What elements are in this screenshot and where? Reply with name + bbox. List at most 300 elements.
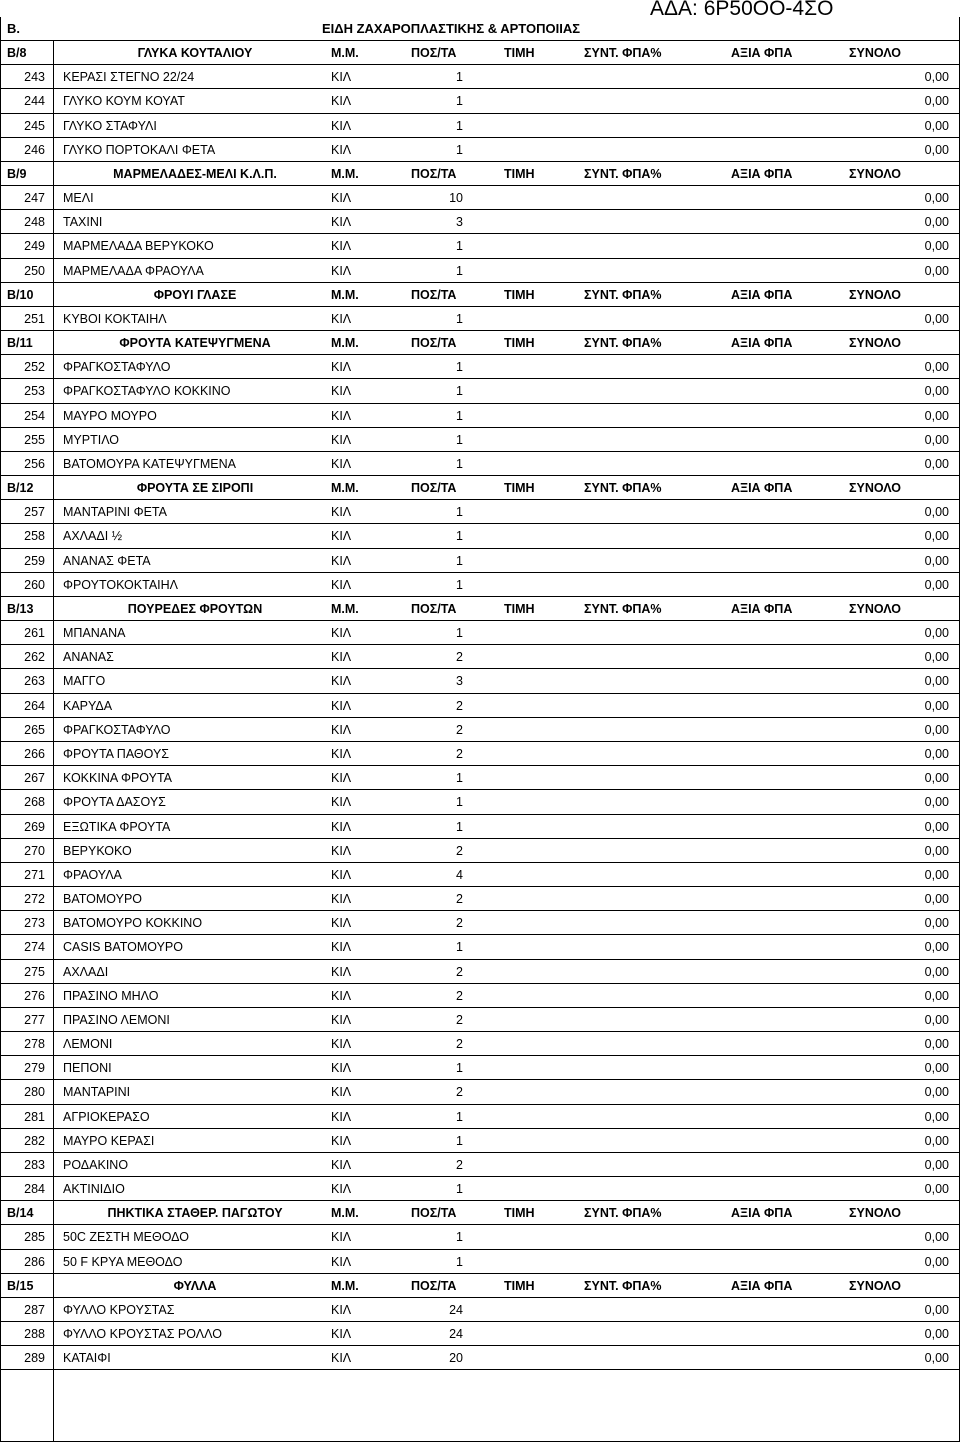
- column-header-vat-amount: ΑΞΙΑ ΦΠΑ: [731, 1278, 793, 1293]
- item-quantity: 24: [449, 1302, 463, 1317]
- item-quantity: 2: [456, 650, 463, 665]
- table-body: [1, 41, 959, 1370]
- item-number: 253: [24, 384, 45, 399]
- item-total: 0,00: [924, 1182, 949, 1197]
- item-number: 250: [24, 263, 45, 278]
- column-header-unit: Μ.Μ.: [331, 336, 359, 351]
- item-total: 0,00: [924, 626, 949, 641]
- item-total: 0,00: [924, 529, 949, 544]
- column-header-qty: ΠΟΣ/ΤΑ: [411, 1206, 457, 1221]
- column-header-unit: Μ.Μ.: [331, 601, 359, 616]
- item-unit: ΚΙΛ: [331, 940, 352, 955]
- column-header-vat-amount: ΑΞΙΑ ΦΠΑ: [731, 601, 793, 616]
- table-row: [1, 379, 959, 403]
- item-total: 0,00: [924, 360, 949, 375]
- item-total: 0,00: [924, 1351, 949, 1366]
- item-number: 262: [24, 650, 45, 665]
- item-description: ΜΑΝΤΑΡΙΝΙ ΦΕΤΑ: [63, 505, 167, 520]
- table-row: [1, 65, 959, 89]
- item-unit: ΚΙΛ: [331, 456, 352, 471]
- item-number: 281: [24, 1109, 45, 1124]
- column-header-vat-amount: ΑΞΙΑ ΦΠΑ: [731, 166, 793, 181]
- table-row: [1, 452, 959, 476]
- item-quantity: 1: [456, 529, 463, 544]
- group-header-row: [1, 41, 959, 65]
- item-number: 264: [24, 698, 45, 713]
- item-unit: ΚΙΛ: [331, 795, 352, 810]
- column-header-vat-rate: ΣΥΝΤ. ΦΠΑ%: [584, 287, 662, 302]
- group-title: ΦΥΛΛΑ: [173, 1278, 217, 1293]
- table-row: [1, 355, 959, 379]
- item-total: 0,00: [924, 118, 949, 133]
- table-row: [1, 1032, 959, 1056]
- item-description: ΓΛΥΚΟ ΚΟΥΜ ΚΟΥΑΤ: [63, 94, 185, 109]
- item-description: ΑΧΛΑΔΙ: [63, 964, 109, 979]
- item-number: 248: [24, 215, 45, 230]
- group-header-row: [1, 1274, 959, 1298]
- group-title: ΦΡΟΥΤΑ ΣΕ ΣΙΡΟΠΙ: [136, 481, 254, 496]
- item-total: 0,00: [924, 964, 949, 979]
- section-title-row: [1, 17, 959, 41]
- group-code: B/15: [7, 1278, 34, 1293]
- item-number: 249: [24, 239, 45, 254]
- item-number: 279: [24, 1061, 45, 1076]
- item-number: 284: [24, 1182, 45, 1197]
- item-total: 0,00: [924, 1302, 949, 1317]
- column-header-vat-amount: ΑΞΙΑ ΦΠΑ: [731, 336, 793, 351]
- item-unit: ΚΙΛ: [331, 1182, 352, 1197]
- column-header-vat-amount: ΑΞΙΑ ΦΠΑ: [731, 46, 793, 60]
- item-number: 272: [24, 892, 45, 907]
- item-number: 285: [24, 1230, 45, 1245]
- item-description: ΦΡΟΥΤΑ ΠΑΘΟΥΣ: [63, 746, 170, 761]
- ada-code: ΑΔΑ: 6Ρ50ΟΟ-4ΣΟ: [650, 0, 834, 20]
- column-header-unit: Μ.Μ.: [331, 1278, 359, 1293]
- group-title: ΦΡΟΥΙ ΓΛΑΣΕ: [153, 287, 237, 302]
- column-header-price: ΤΙΜΗ: [504, 1206, 535, 1221]
- column-header-vat-rate: ΣΥΝΤ. ΦΠΑ%: [584, 1206, 662, 1221]
- item-total: 0,00: [924, 1012, 949, 1027]
- column-header-price: ΤΙΜΗ: [504, 601, 535, 616]
- item-quantity: 1: [456, 795, 463, 810]
- item-description: ΦΥΛΛΟ ΚΡΟΥΣΤΑΣ: [63, 1302, 175, 1317]
- column-header-total: ΣΥΝΟΛΟ: [849, 287, 901, 302]
- item-quantity: 2: [456, 964, 463, 979]
- group-code: B/8: [7, 46, 27, 60]
- item-unit: ΚΙΛ: [331, 1085, 352, 1100]
- item-unit: ΚΙΛ: [331, 577, 352, 592]
- item-total: 0,00: [924, 1133, 949, 1148]
- item-description: 50C ΖΕΣΤΗ ΜΕΘΟΔΟ: [63, 1230, 189, 1245]
- table-row: [1, 645, 959, 669]
- item-unit: ΚΙΛ: [331, 1109, 352, 1124]
- item-number: 259: [24, 553, 45, 568]
- column-header-total: ΣΥΝΟΛΟ: [849, 46, 901, 60]
- column-header-vat-rate: ΣΥΝΤ. ΦΠΑ%: [584, 166, 662, 181]
- item-description: ΒΑΤΟΜΟΥΡΟ: [63, 892, 143, 907]
- item-unit: ΚΙΛ: [331, 360, 352, 375]
- item-quantity: 1: [456, 1061, 463, 1076]
- column-header-total: ΣΥΝΟΛΟ: [849, 481, 901, 496]
- table-row: [1, 234, 959, 258]
- table-row: [1, 984, 959, 1008]
- item-number: 288: [24, 1327, 45, 1342]
- item-total: 0,00: [924, 384, 949, 399]
- item-total: 0,00: [924, 553, 949, 568]
- table-row: [1, 114, 959, 138]
- item-unit: ΚΙΛ: [331, 191, 352, 206]
- item-quantity: 1: [456, 94, 463, 109]
- item-unit: ΚΙΛ: [331, 142, 352, 157]
- item-total: 0,00: [924, 1085, 949, 1100]
- item-quantity: 2: [456, 892, 463, 907]
- item-number: 256: [24, 456, 45, 471]
- item-quantity: 20: [449, 1351, 463, 1366]
- column-header-vat-amount: ΑΞΙΑ ΦΠΑ: [731, 481, 793, 496]
- item-unit: ΚΙΛ: [331, 408, 352, 423]
- item-description: ΚΟΚΚΙΝΑ ΦΡΟΥΤΑ: [63, 771, 172, 786]
- column-header-unit: Μ.Μ.: [331, 1206, 359, 1221]
- item-total: 0,00: [924, 1254, 949, 1269]
- table-row: [1, 863, 959, 887]
- item-unit: ΚΙΛ: [331, 94, 352, 109]
- item-quantity: 1: [456, 1109, 463, 1124]
- item-number: 245: [24, 118, 45, 133]
- item-unit: ΚΙΛ: [331, 215, 352, 230]
- item-description: ΕΞΩΤΙΚΑ ΦΡΟΥΤΑ: [63, 819, 171, 834]
- item-unit: ΚΙΛ: [331, 674, 352, 689]
- item-total: 0,00: [924, 771, 949, 786]
- table-row: [1, 404, 959, 428]
- item-quantity: 2: [456, 1085, 463, 1100]
- item-total: 0,00: [924, 1061, 949, 1076]
- item-quantity: 3: [456, 215, 463, 230]
- item-description: ΦΥΛΛΟ ΚΡΟΥΣΤΑΣ ΡΟΛΛΟ: [63, 1327, 222, 1342]
- item-quantity: 2: [456, 988, 463, 1003]
- table-row: [1, 549, 959, 573]
- column-header-vat-rate: ΣΥΝΤ. ΦΠΑ%: [584, 1278, 662, 1293]
- group-code: B/12: [7, 481, 34, 496]
- item-description: ΜΥΡΤΙΛΟ: [63, 432, 120, 447]
- item-number: 280: [24, 1085, 45, 1100]
- item-quantity: 1: [456, 70, 463, 85]
- item-number: 266: [24, 746, 45, 761]
- item-number: 257: [24, 505, 45, 520]
- item-quantity: 1: [456, 456, 463, 471]
- item-description: ΦΡΑΓΚΟΣΤΑΦΥΛΟ: [63, 722, 171, 737]
- item-total: 0,00: [924, 577, 949, 592]
- item-unit: ΚΙΛ: [331, 916, 352, 931]
- item-total: 0,00: [924, 432, 949, 447]
- item-description: ΓΛΥΚΟ ΣΤΑΦΥΛΙ: [63, 118, 157, 133]
- column-header-vat-amount: ΑΞΙΑ ΦΠΑ: [731, 1206, 793, 1221]
- item-description: ΚΕΡΑΣΙ ΣΤΕΓΝΟ 22/24: [63, 70, 195, 85]
- table-row: [1, 742, 959, 766]
- item-unit: ΚΙΛ: [331, 553, 352, 568]
- item-description: ΑΧΛΑΔΙ ½: [63, 529, 123, 544]
- item-description: ΠΡΑΣΙΝΟ ΛΕΜΟΝΙ: [63, 1012, 170, 1027]
- table-row: [1, 1105, 959, 1129]
- table-row: [1, 428, 959, 452]
- table-row: [1, 839, 959, 863]
- column-header-unit: Μ.Μ.: [331, 481, 359, 496]
- column-header-vat-rate: ΣΥΝΤ. ΦΠΑ%: [584, 481, 662, 496]
- group-code: B/13: [7, 601, 34, 616]
- column-header-vat-rate: ΣΥΝΤ. ΦΠΑ%: [584, 336, 662, 351]
- item-total: 0,00: [924, 698, 949, 713]
- item-total: 0,00: [924, 940, 949, 955]
- item-quantity: 1: [456, 626, 463, 641]
- table-row: [1, 210, 959, 234]
- table-row: [1, 524, 959, 548]
- item-description: 50 F ΚΡΥΑ ΜΕΘΟΔΟ: [63, 1254, 183, 1269]
- item-description: ΚΑΡΥΔΑ: [63, 698, 113, 713]
- column-header-qty: ΠΟΣ/ΤΑ: [411, 601, 457, 616]
- item-total: 0,00: [924, 819, 949, 834]
- item-unit: ΚΙΛ: [331, 311, 352, 326]
- item-total: 0,00: [924, 1157, 949, 1172]
- item-number: 287: [24, 1302, 45, 1317]
- item-description: ΡΟΔΑΚΙΝΟ: [63, 1157, 129, 1172]
- item-description: ΤΑΧΙΝΙ: [63, 215, 103, 230]
- table-row: [1, 718, 959, 742]
- group-code: B/9: [7, 166, 27, 181]
- item-number: 274: [24, 940, 45, 955]
- column-header-total: ΣΥΝΟΛΟ: [849, 1278, 901, 1293]
- item-unit: ΚΙΛ: [331, 843, 352, 858]
- item-number: 258: [24, 529, 45, 544]
- table-row: [1, 186, 959, 210]
- item-total: 0,00: [924, 70, 949, 85]
- column-header-price: ΤΙΜΗ: [504, 336, 535, 351]
- table-row: [1, 1080, 959, 1104]
- item-quantity: 1: [456, 577, 463, 592]
- item-quantity: 10: [449, 191, 463, 206]
- item-number: 261: [24, 626, 45, 641]
- item-quantity: 1: [456, 118, 463, 133]
- item-number: 251: [24, 311, 45, 326]
- item-total: 0,00: [924, 892, 949, 907]
- item-quantity: 1: [456, 1133, 463, 1148]
- item-total: 0,00: [924, 1230, 949, 1245]
- item-quantity: 2: [456, 698, 463, 713]
- item-quantity: 1: [456, 263, 463, 278]
- item-unit: ΚΙΛ: [331, 432, 352, 447]
- table-row: [1, 694, 959, 718]
- table-row: [1, 138, 959, 162]
- column-header-total: ΣΥΝΟΛΟ: [849, 336, 901, 351]
- column-header-price: ΤΙΜΗ: [504, 481, 535, 496]
- item-quantity: 1: [456, 771, 463, 786]
- table-row: [1, 669, 959, 693]
- group-title: ΠΗΚΤΙΚΑ ΣΤΑΘΕΡ. ΠΑΓΩΤΟΥ: [107, 1206, 283, 1221]
- table-row: [1, 1056, 959, 1080]
- item-quantity: 1: [456, 384, 463, 399]
- item-quantity: 1: [456, 819, 463, 834]
- table-row: [1, 573, 959, 597]
- group-header-row: [1, 476, 959, 500]
- item-number: 247: [24, 191, 45, 206]
- item-number: 243: [24, 70, 45, 85]
- column-header-vat-amount: ΑΞΙΑ ΦΠΑ: [731, 287, 793, 302]
- column-header-price: ΤΙΜΗ: [504, 287, 535, 302]
- item-unit: ΚΙΛ: [331, 384, 352, 399]
- item-number: 282: [24, 1133, 45, 1148]
- item-description: ΓΛΥΚΟ ΠΟΡΤΟΚΑΛΙ ΦΕΤΑ: [63, 142, 216, 157]
- item-description: ΦΡΟΥΤΟΚΟΚΤΑΙΗΛ: [63, 577, 179, 592]
- column-header-price: ΤΙΜΗ: [504, 1278, 535, 1293]
- item-number: 275: [24, 964, 45, 979]
- item-quantity: 1: [456, 1182, 463, 1197]
- item-quantity: 2: [456, 1012, 463, 1027]
- item-description: ΜΑΓΓΟ: [63, 674, 106, 689]
- item-total: 0,00: [924, 239, 949, 254]
- item-unit: ΚΙΛ: [331, 819, 352, 834]
- column-header-qty: ΠΟΣ/ΤΑ: [411, 1278, 457, 1293]
- item-description: ΦΡΑΟΥΛΑ: [63, 867, 122, 882]
- item-description: ΒΑΤΟΜΟΥΡΑ ΚΑΤΕΨΥΓΜΕΝΑ: [63, 456, 236, 471]
- item-quantity: 1: [456, 311, 463, 326]
- item-description: ΛΕΜΟΝΙ: [63, 1037, 113, 1052]
- column-header-vat-rate: ΣΥΝΤ. ΦΠΑ%: [584, 601, 662, 616]
- item-description: ΜΑΥΡΟ ΚΕΡΑΣΙ: [63, 1133, 155, 1148]
- item-description: ΜΑΝΤΑΡΙΝΙ: [63, 1085, 131, 1100]
- table-row: [1, 1322, 959, 1346]
- table-row: [1, 500, 959, 524]
- item-description: ΦΡΑΓΚΟΣΤΑΦΥΛΟ ΚΟΚΚΙΝΟ: [63, 384, 231, 399]
- item-number: 252: [24, 360, 45, 375]
- item-total: 0,00: [924, 1037, 949, 1052]
- item-description: ΚΥΒΟΙ ΚΟΚΤΑΙΗΛ: [63, 311, 167, 326]
- item-description: ΠΕΠΟΝΙ: [63, 1061, 112, 1076]
- column-header-qty: ΠΟΣ/ΤΑ: [411, 481, 457, 496]
- item-unit: ΚΙΛ: [331, 70, 352, 85]
- table-row: [1, 89, 959, 113]
- item-quantity: 1: [456, 432, 463, 447]
- item-total: 0,00: [924, 674, 949, 689]
- column-header-total: ΣΥΝΟΛΟ: [849, 166, 901, 181]
- item-quantity: 2: [456, 916, 463, 931]
- item-unit: ΚΙΛ: [331, 1254, 352, 1269]
- item-total: 0,00: [924, 191, 949, 206]
- group-title: ΜΑΡΜΕΛΑΔΕΣ-ΜΕΛΙ Κ.Λ.Π.: [113, 166, 277, 181]
- section-code: B.: [7, 21, 20, 36]
- item-total: 0,00: [924, 142, 949, 157]
- group-title: ΠΟΥΡΕΔΕΣ ΦΡΟΥΤΩΝ: [127, 601, 263, 616]
- item-unit: ΚΙΛ: [331, 118, 352, 133]
- item-quantity: 1: [456, 1254, 463, 1269]
- item-quantity: 1: [456, 408, 463, 423]
- item-total: 0,00: [924, 263, 949, 278]
- item-quantity: 1: [456, 360, 463, 375]
- item-quantity: 2: [456, 722, 463, 737]
- item-unit: ΚΙΛ: [331, 964, 352, 979]
- item-quantity: 24: [449, 1327, 463, 1342]
- item-total: 0,00: [924, 505, 949, 520]
- item-quantity: 1: [456, 940, 463, 955]
- item-unit: ΚΙΛ: [331, 771, 352, 786]
- table-row: [1, 911, 959, 935]
- item-number: 276: [24, 988, 45, 1003]
- item-unit: ΚΙΛ: [331, 892, 352, 907]
- table-row: [1, 307, 959, 331]
- item-number: 286: [24, 1254, 45, 1269]
- item-number: 265: [24, 722, 45, 737]
- group-header-row: [1, 283, 959, 307]
- item-total: 0,00: [924, 650, 949, 665]
- item-description: ΑΝΑΝΑΣ: [63, 650, 114, 665]
- item-total: 0,00: [924, 746, 949, 761]
- item-unit: ΚΙΛ: [331, 1327, 352, 1342]
- item-number: 283: [24, 1157, 45, 1172]
- column-header-price: ΤΙΜΗ: [504, 166, 535, 181]
- item-total: 0,00: [924, 456, 949, 471]
- item-quantity: 4: [456, 867, 463, 882]
- item-unit: ΚΙΛ: [331, 1351, 352, 1366]
- item-unit: ΚΙΛ: [331, 650, 352, 665]
- item-quantity: 3: [456, 674, 463, 689]
- group-header-row: [1, 331, 959, 355]
- item-quantity: 2: [456, 746, 463, 761]
- group-header-row: [1, 597, 959, 621]
- item-unit: ΚΙΛ: [331, 1133, 352, 1148]
- item-quantity: 2: [456, 843, 463, 858]
- price-table: [0, 17, 960, 1442]
- item-unit: ΚΙΛ: [331, 263, 352, 278]
- item-unit: ΚΙΛ: [331, 867, 352, 882]
- column-header-qty: ΠΟΣ/ΤΑ: [411, 336, 457, 351]
- table-row: [1, 1177, 959, 1201]
- item-unit: ΚΙΛ: [331, 1012, 352, 1027]
- item-unit: ΚΙΛ: [331, 722, 352, 737]
- table-row: [1, 259, 959, 283]
- table-row: [1, 935, 959, 959]
- item-total: 0,00: [924, 94, 949, 109]
- item-description: ΑΝΑΝΑΣ ΦΕΤΑ: [63, 553, 151, 568]
- item-number: 263: [24, 674, 45, 689]
- table-row: [1, 1153, 959, 1177]
- item-total: 0,00: [924, 408, 949, 423]
- table-row: [1, 1346, 959, 1370]
- item-unit: ΚΙΛ: [331, 698, 352, 713]
- column-header-vat-rate: ΣΥΝΤ. ΦΠΑ%: [584, 46, 662, 60]
- table-row: [1, 1250, 959, 1274]
- item-description: ΠΡΑΣΙΝΟ ΜΗΛΟ: [63, 988, 159, 1003]
- group-code: B/11: [7, 336, 33, 351]
- table-row: [1, 1129, 959, 1153]
- item-quantity: 1: [456, 239, 463, 254]
- column-header-unit: Μ.Μ.: [331, 166, 359, 181]
- item-description: ΒΑΤΟΜΟΥΡΟ ΚΟΚΚΙΝΟ: [63, 916, 203, 931]
- item-description: ΜΕΛΙ: [63, 191, 94, 206]
- item-quantity: 1: [456, 505, 463, 520]
- group-title: ΓΛΥΚΑ ΚΟΥΤΑΛΙΟΥ: [137, 46, 253, 60]
- column-header-price: ΤΙΜΗ: [504, 46, 535, 60]
- table-row: [1, 815, 959, 839]
- item-description: ΚΑΤΑΙΦΙ: [63, 1351, 111, 1366]
- group-header-row: [1, 162, 959, 186]
- item-number: 267: [24, 771, 45, 786]
- item-unit: ΚΙΛ: [331, 1061, 352, 1076]
- item-total: 0,00: [924, 988, 949, 1003]
- item-number: 254: [24, 408, 45, 423]
- item-description: CASIS ΒΑΤΟΜΟΥΡΟ: [63, 940, 183, 955]
- item-quantity: 2: [456, 1157, 463, 1172]
- item-quantity: 2: [456, 1037, 463, 1052]
- item-total: 0,00: [924, 795, 949, 810]
- item-total: 0,00: [924, 843, 949, 858]
- column-header-unit: Μ.Μ.: [331, 287, 359, 302]
